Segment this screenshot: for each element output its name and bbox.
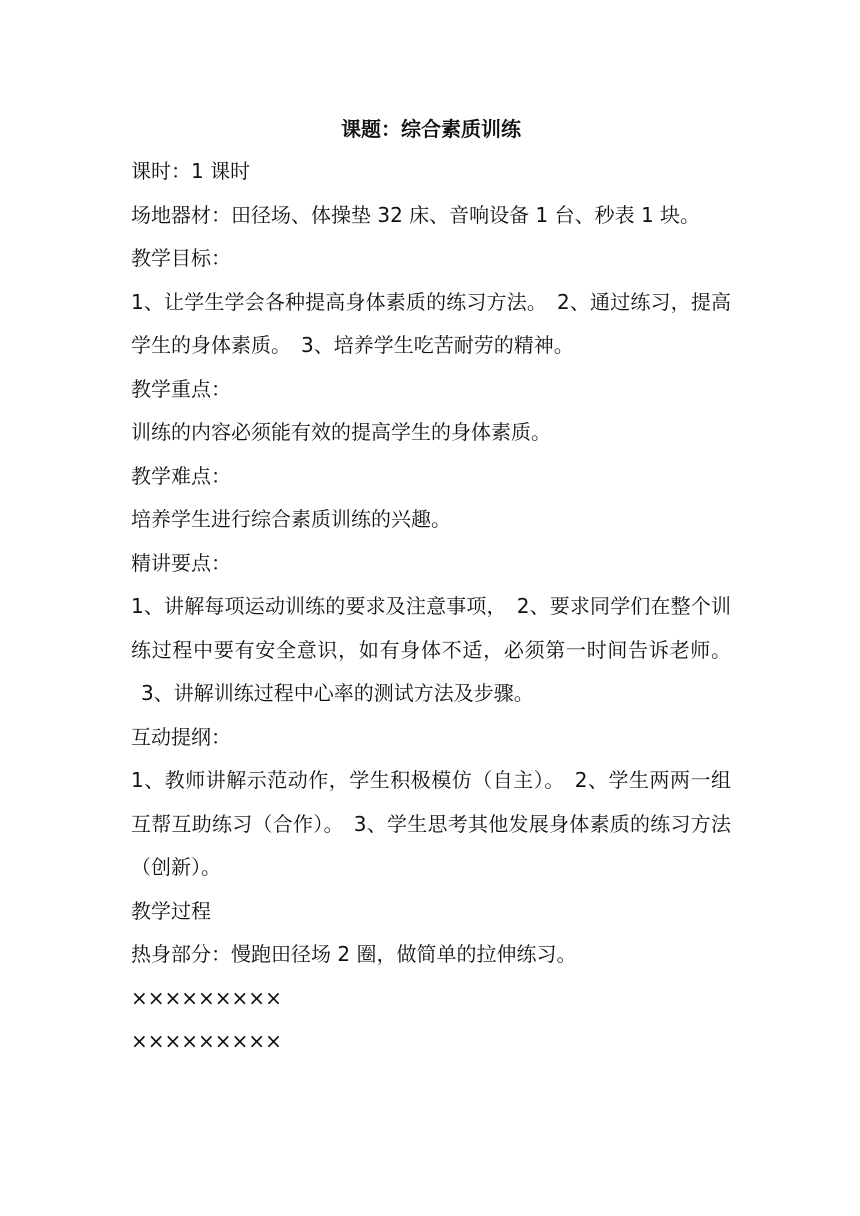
key-points-text: 训练的内容必须能有效的提高学生的身体素质。	[131, 420, 551, 444]
objectives-heading: 教学目标：	[131, 246, 231, 270]
objectives-list	[131, 281, 731, 368]
lecture-point-1: 1、讲解每项运动训练的要求及注意事项，	[131, 594, 507, 618]
lecture-point-2: 2、要求同学们在整个训练过程中要有安全意识，如有身体不适，必须第一时间告诉老师。	[131, 594, 731, 662]
formation-row-2: ×××××××××	[131, 1029, 282, 1053]
interaction-item-2: 2、学生两两一组互帮互助练习（合作）。	[131, 768, 731, 836]
objective-item-2: 2、通过练习，提高学生的身体素质。	[131, 289, 731, 357]
process-heading: 教学过程	[131, 898, 211, 923]
interaction-item-3: 3、学生思考其他发展身体素质的练习方法（创新）。	[131, 811, 731, 879]
difficulties-heading: 教学难点：	[131, 463, 231, 488]
lecture-point-3: 3、讲解训练过程中心率的测试方法及步骤。	[141, 681, 534, 705]
objective-item-1: 1、让学生学会各种提高身体素质的练习方法。	[131, 289, 548, 314]
interaction-list	[131, 759, 731, 890]
objective-item-3: 3、培养学生吃苦耐劳的精神。	[301, 333, 574, 357]
lecture-points-heading: 精讲要点：	[131, 550, 231, 575]
lesson-duration: 课时：1 课时	[131, 159, 251, 183]
lesson-equipment: 场地器材：田径场、体操垫 32 床、音响设备 1 台、秒表 1 块。	[131, 202, 701, 227]
lecture-points-list	[131, 585, 731, 716]
formation-row-1: ×××××××××	[131, 985, 282, 1010]
lesson-title: 课题：综合素质训练	[341, 117, 521, 141]
difficulties-text: 培养学生进行综合素质训练的兴趣。	[131, 507, 451, 531]
warmup-text: 热身部分：慢跑田径场 2 圈，做简单的拉伸练习。	[131, 942, 577, 966]
interaction-heading: 互动提纲：	[131, 724, 231, 749]
interaction-item-1: 1、教师讲解示范动作，学生积极模仿（自主）。	[131, 768, 565, 792]
document-body	[131, 108, 731, 1064]
key-points-heading: 教学重点：	[131, 376, 231, 401]
